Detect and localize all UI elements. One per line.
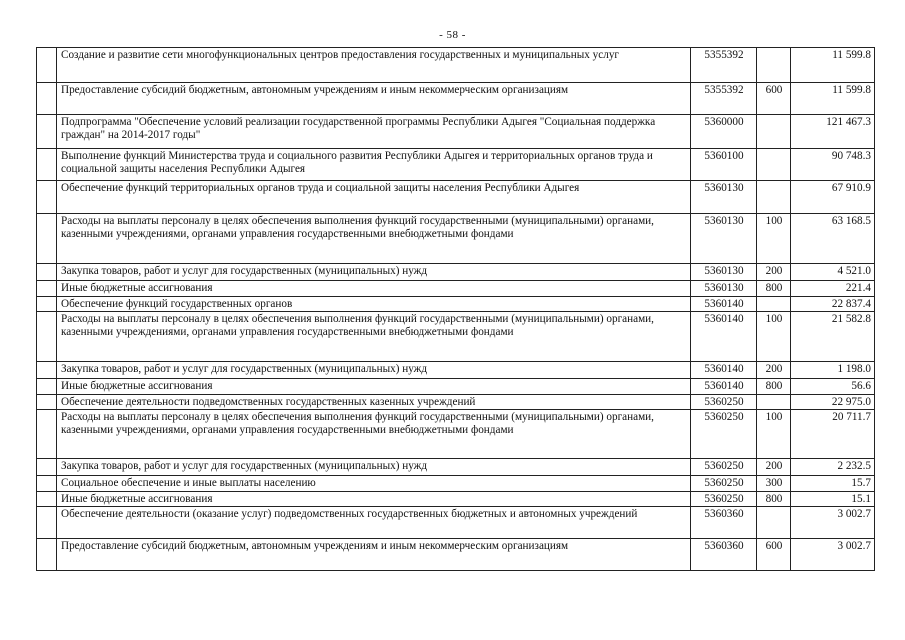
table-row [37, 507, 875, 539]
expense-type-cell: 600 [757, 539, 791, 571]
blank-cell [37, 492, 57, 507]
expense-type-cell [757, 149, 791, 181]
amount-cell: 3 002.7 [791, 507, 875, 539]
table-row [37, 83, 875, 115]
blank-cell [37, 149, 57, 181]
name-cell: Предоставление субсидий бюджетным, автономным учреждениям и иным некоммерческим организациям [57, 539, 691, 571]
code-cell: 5360140 [691, 379, 757, 395]
name-cell: Закупка товаров, работ и услуг для государственных (муниципальных) нужд [57, 264, 691, 281]
code-cell: 5360250 [691, 395, 757, 410]
blank-cell [37, 476, 57, 492]
code-cell: 5355392 [691, 83, 757, 115]
code-cell: 5360250 [691, 410, 757, 459]
expense-type-cell: 200 [757, 459, 791, 476]
code-cell: 5360250 [691, 492, 757, 507]
amount-cell: 22 975.0 [791, 395, 875, 410]
table-row [37, 379, 875, 395]
expense-type-cell: 800 [757, 281, 791, 297]
table-row [37, 410, 875, 459]
expense-type-cell [757, 395, 791, 410]
amount-cell: 90 748.3 [791, 149, 875, 181]
table-row [37, 264, 875, 281]
code-cell: 5360360 [691, 539, 757, 571]
expense-type-cell: 200 [757, 362, 791, 379]
amount-cell: 20 711.7 [791, 410, 875, 459]
expense-type-cell: 600 [757, 83, 791, 115]
amount-cell: 121 467.3 [791, 115, 875, 149]
name-cell: Обеспечение функций государственных органов [57, 297, 691, 312]
amount-cell: 1 198.0 [791, 362, 875, 379]
amount-cell: 22 837.4 [791, 297, 875, 312]
expense-type-cell: 300 [757, 476, 791, 492]
amount-cell: 221.4 [791, 281, 875, 297]
table-row [37, 181, 875, 214]
amount-cell: 15.7 [791, 476, 875, 492]
amount-cell: 67 910.9 [791, 181, 875, 214]
code-cell: 5360130 [691, 281, 757, 297]
blank-cell [37, 115, 57, 149]
page-number: - 58 - [439, 29, 466, 41]
table-row [37, 312, 875, 362]
blank-cell [37, 362, 57, 379]
code-cell: 5360100 [691, 149, 757, 181]
expense-type-cell [757, 115, 791, 149]
expense-type-cell: 800 [757, 492, 791, 507]
name-cell: Расходы на выплаты персоналу в целях обеспечения выполнения функций государственными (муниципальными) органами, казенными учреждениями, органами управления государственными внебюджетными фондами [57, 214, 691, 264]
blank-cell [37, 507, 57, 539]
expense-type-cell: 100 [757, 312, 791, 362]
code-cell: 5360130 [691, 181, 757, 214]
table-row [37, 476, 875, 492]
table-row [37, 362, 875, 379]
name-cell: Выполнение функций Министерства труда и социального развития Республики Адыгея и территориальных органов труда и социальной защиты населения Республики Адыгея [57, 149, 691, 181]
blank-cell [37, 264, 57, 281]
name-cell: Иные бюджетные ассигнования [57, 379, 691, 395]
amount-cell: 3 002.7 [791, 539, 875, 571]
table-row [37, 281, 875, 297]
expense-type-cell: 800 [757, 379, 791, 395]
expense-type-cell [757, 48, 791, 83]
expense-type-cell [757, 297, 791, 312]
expense-type-cell [757, 507, 791, 539]
blank-cell [37, 214, 57, 264]
code-cell: 5355392 [691, 48, 757, 83]
table-row [37, 395, 875, 410]
code-cell: 5360130 [691, 214, 757, 264]
code-cell: 5360140 [691, 312, 757, 362]
code-cell: 5360130 [691, 264, 757, 281]
expense-type-cell: 200 [757, 264, 791, 281]
amount-cell: 4 521.0 [791, 264, 875, 281]
amount-cell: 56.6 [791, 379, 875, 395]
amount-cell: 11 599.8 [791, 48, 875, 83]
name-cell: Обеспечение деятельности подведомственных государственных казенных учреждений [57, 395, 691, 410]
code-cell: 5360140 [691, 362, 757, 379]
expense-type-cell [757, 181, 791, 214]
name-cell: Иные бюджетные ассигнования [57, 492, 691, 507]
name-cell: Создание и развитие сети многофункциональных центров предоставления государственных и муниципальных услуг [57, 48, 691, 83]
blank-cell [37, 539, 57, 571]
table-row [37, 149, 875, 181]
table-row [37, 115, 875, 149]
expense-type-cell: 100 [757, 410, 791, 459]
expense-type-cell: 100 [757, 214, 791, 264]
name-cell: Социальное обеспечение и иные выплаты населению [57, 476, 691, 492]
name-cell: Расходы на выплаты персоналу в целях обеспечения выполнения функций государственными (муниципальными) органами, казенными учреждениями, органами управления государственными внебюджетными фондами [57, 410, 691, 459]
budget-table [36, 47, 875, 571]
blank-cell [37, 459, 57, 476]
amount-cell: 63 168.5 [791, 214, 875, 264]
table-row [37, 48, 875, 83]
name-cell: Обеспечение функций территориальных органов труда и социальной защиты населения Республики Адыгея [57, 181, 691, 214]
table-row [37, 539, 875, 571]
code-cell: 5360140 [691, 297, 757, 312]
table-row [37, 297, 875, 312]
name-cell: Обеспечение деятельности (оказание услуг) подведомственных государственных бюджетных и автономных учреждений [57, 507, 691, 539]
code-cell: 5360250 [691, 476, 757, 492]
blank-cell [37, 410, 57, 459]
name-cell: Иные бюджетные ассигнования [57, 281, 691, 297]
table-row [37, 214, 875, 264]
name-cell: Подпрограмма "Обеспечение условий реализации государственной программы Республики Адыгея "Социальная поддержка граждан" на 2014-2017 годы" [57, 115, 691, 149]
name-cell: Предоставление субсидий бюджетным, автономным учреждениям и иным некоммерческим организациям [57, 83, 691, 115]
amount-cell: 15.1 [791, 492, 875, 507]
amount-cell: 11 599.8 [791, 83, 875, 115]
amount-cell: 21 582.8 [791, 312, 875, 362]
name-cell: Закупка товаров, работ и услуг для государственных (муниципальных) нужд [57, 362, 691, 379]
blank-cell [37, 379, 57, 395]
table-row [37, 459, 875, 476]
blank-cell [37, 281, 57, 297]
amount-cell: 2 232.5 [791, 459, 875, 476]
budget-table-body [37, 48, 875, 571]
blank-cell [37, 312, 57, 362]
blank-cell [37, 297, 57, 312]
blank-cell [37, 395, 57, 410]
table-row [37, 492, 875, 507]
blank-cell [37, 83, 57, 115]
name-cell: Закупка товаров, работ и услуг для государственных (муниципальных) нужд [57, 459, 691, 476]
name-cell: Расходы на выплаты персоналу в целях обеспечения выполнения функций государственными (муниципальными) органами, казенными учреждениями, органами управления государственными внебюджетными фондами [57, 312, 691, 362]
blank-cell [37, 48, 57, 83]
blank-cell [37, 181, 57, 214]
code-cell: 5360250 [691, 459, 757, 476]
code-cell: 5360360 [691, 507, 757, 539]
code-cell: 5360000 [691, 115, 757, 149]
